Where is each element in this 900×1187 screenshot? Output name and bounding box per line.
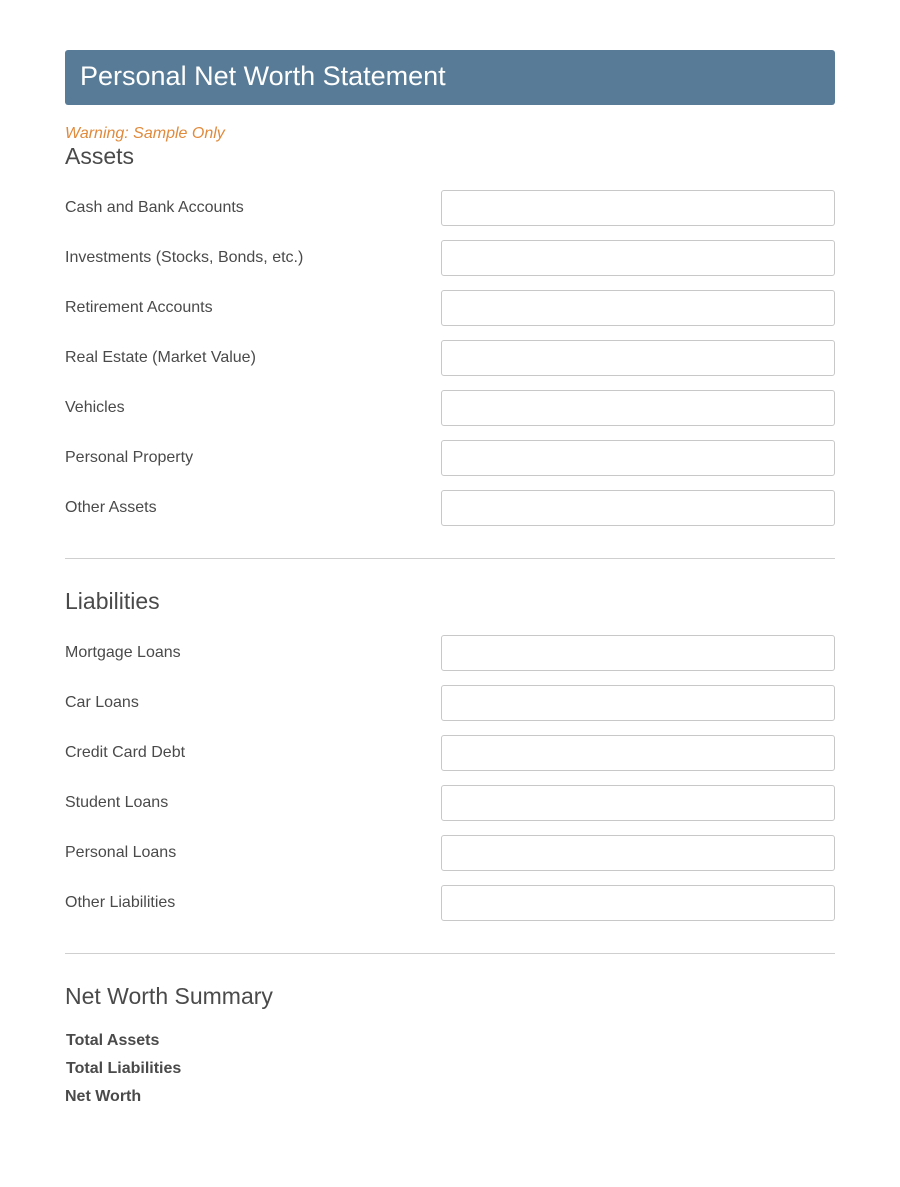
asset-row-real-estate bbox=[65, 340, 835, 376]
cash-input[interactable] bbox=[441, 190, 835, 226]
asset-row-vehicles bbox=[65, 390, 835, 426]
credit-card-input[interactable] bbox=[441, 735, 835, 771]
vehicles-input[interactable] bbox=[441, 390, 835, 426]
other-liabilities-input[interactable] bbox=[441, 885, 835, 921]
liability-label-personal-loans: Personal Loans bbox=[65, 844, 177, 861]
liability-row-mortgage bbox=[65, 635, 835, 671]
asset-row-personal-property bbox=[65, 440, 835, 476]
assets-section-title: Assets bbox=[65, 143, 135, 169]
asset-label-personal-property: Personal Property bbox=[65, 449, 194, 466]
student-loans-input[interactable] bbox=[441, 785, 835, 821]
liabilities-section-title: Liabilities bbox=[65, 588, 160, 614]
asset-label-retirement: Retirement Accounts bbox=[65, 299, 213, 316]
mortgage-input[interactable] bbox=[441, 635, 835, 671]
net-worth-label: Net Worth bbox=[65, 1088, 142, 1105]
personal-property-input[interactable] bbox=[441, 440, 835, 476]
asset-label-other: Other Assets bbox=[65, 499, 157, 516]
asset-label-vehicles: Vehicles bbox=[65, 399, 125, 416]
liability-label-other: Other Liabilities bbox=[65, 894, 176, 911]
liability-row-personal-loans bbox=[65, 835, 835, 871]
personal-loans-input[interactable] bbox=[441, 835, 835, 871]
summary-list bbox=[65, 1027, 835, 1111]
investments-input[interactable] bbox=[441, 240, 835, 276]
liabilities-list bbox=[65, 635, 835, 921]
asset-row-other bbox=[65, 490, 835, 526]
asset-row-retirement bbox=[65, 290, 835, 326]
liability-label-credit-card: Credit Card Debt bbox=[65, 744, 186, 761]
liability-label-student-loans: Student Loans bbox=[65, 794, 169, 811]
asset-row-investments bbox=[65, 240, 835, 276]
asset-label-cash: Cash and Bank Accounts bbox=[65, 199, 244, 216]
liability-label-mortgage: Mortgage Loans bbox=[65, 644, 181, 661]
liability-row-credit-card bbox=[65, 735, 835, 771]
total-liabilities-label: Total Liabilities bbox=[66, 1060, 182, 1077]
liability-row-other bbox=[65, 885, 835, 921]
retirement-input[interactable] bbox=[441, 290, 835, 326]
page-title: Personal Net Worth Statement bbox=[80, 61, 446, 91]
section-divider bbox=[65, 558, 835, 559]
assets-list bbox=[65, 190, 835, 526]
summary-section-title: Net Worth Summary bbox=[65, 983, 273, 1009]
car-loans-input[interactable] bbox=[441, 685, 835, 721]
liability-row-student-loans bbox=[65, 785, 835, 821]
total-assets-label: Total Assets bbox=[66, 1032, 160, 1049]
asset-label-investments: Investments (Stocks, Bonds, etc.) bbox=[65, 249, 304, 266]
net-worth-form bbox=[65, 50, 835, 1111]
liability-label-car-loans: Car Loans bbox=[65, 694, 139, 711]
liability-row-car-loans bbox=[65, 685, 835, 721]
asset-label-real-estate: Real Estate (Market Value) bbox=[65, 349, 256, 366]
other-assets-input[interactable] bbox=[441, 490, 835, 526]
asset-row-cash bbox=[65, 190, 835, 226]
header-bar bbox=[65, 50, 835, 105]
section-divider bbox=[65, 953, 835, 954]
sample-warning: Warning: Sample Only bbox=[65, 125, 225, 142]
real-estate-input[interactable] bbox=[441, 340, 835, 376]
